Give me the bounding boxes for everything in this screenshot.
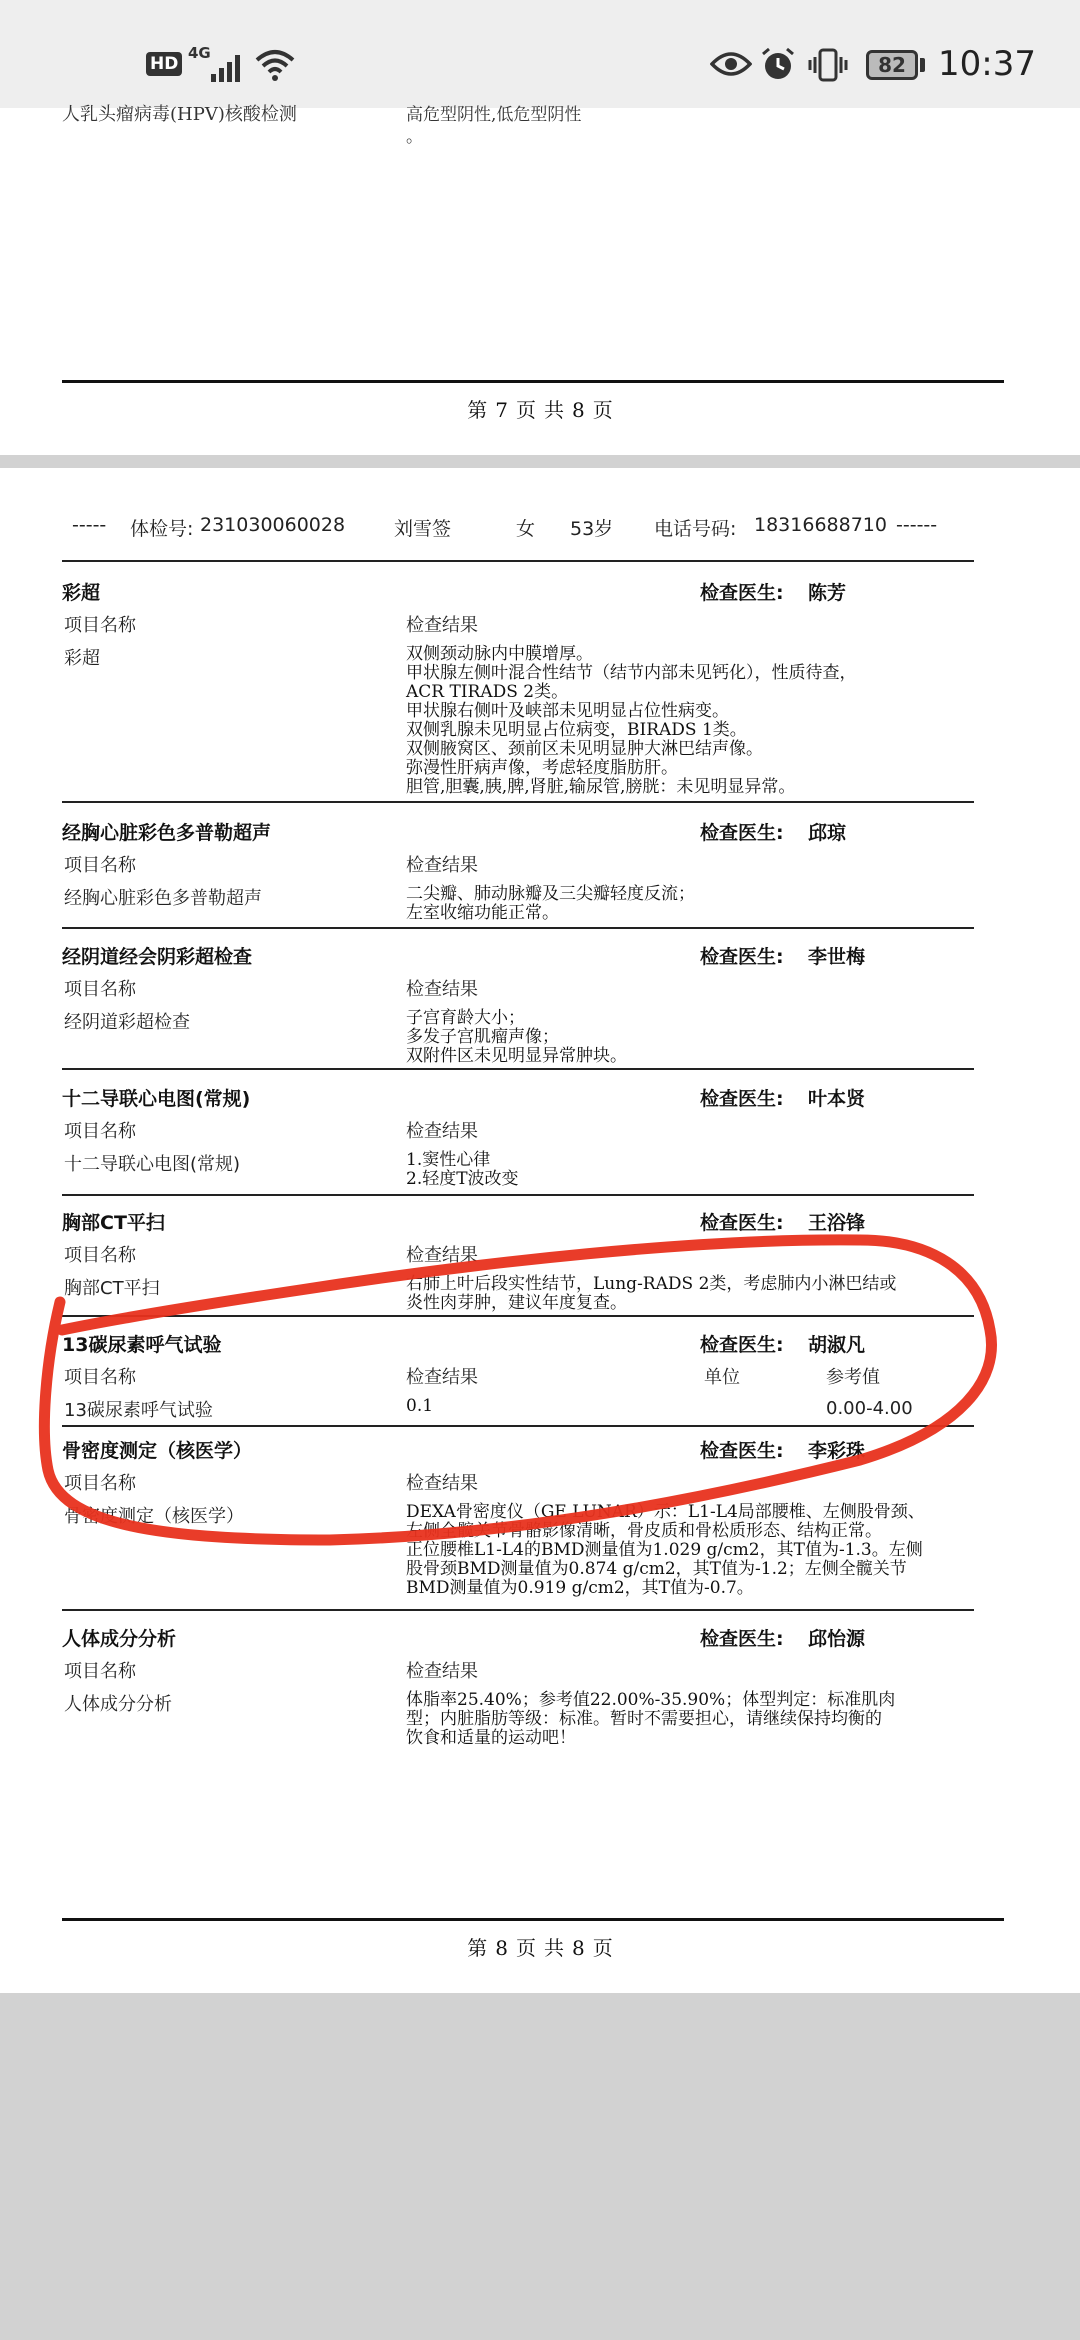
doctor-label: 检查医生: [700,1212,784,1234]
section-title: 人体成分分析 [62,1628,177,1650]
doctor-label: 检查医生: [700,1440,784,1462]
item-name: 骨密度测定（核医学） [64,1506,244,1527]
doctor-name: 叶本贤 [808,1088,866,1110]
result-line: 0.1 [406,1396,434,1416]
result-line: 甲状腺左侧叶混合性结节（结节内部未见钙化），性质待查， [406,663,857,683]
column-header-item: 项目名称 [64,1473,136,1494]
result-text [406,1009,627,1066]
section-title: 经胸心脏彩色多普勒超声 [62,822,272,844]
patient-age: 53岁 [570,518,614,540]
section-title: 胸部CT平扫 [62,1212,165,1234]
section-rule [62,1609,974,1611]
column-header-item: 项目名称 [64,855,136,876]
column-header-result: 检查结果 [406,855,478,876]
item-name: 十二导联心电图(常规) [64,1154,241,1175]
result-line: BMD测量值为0.919 g/cm2，其T值为-0.7。 [406,1578,754,1598]
result-line: 饮食和适量的运动吧！ [406,1728,576,1748]
result-text [406,1397,433,1416]
doctor-label: 检查医生: [700,1334,784,1356]
hpv-result: 高危型阴性,低危型阴性 [406,105,582,125]
clock: 10:37 [938,44,1036,84]
page-7-footer: 第 7 页 共 8 页 [467,398,613,422]
page-8-footer: 第 8 页 共 8 页 [467,1936,613,1960]
column-header-item: 项目名称 [64,1661,136,1682]
doctor-name: 李世梅 [808,946,866,968]
reference-value: 0.00-4.00 [826,1398,913,1419]
column-header-result: 检查结果 [406,1121,478,1142]
item-name: 13碳尿素呼气试验 [64,1400,213,1421]
column-header-item: 项目名称 [64,1367,136,1388]
doctor-label: 检查医生: [700,582,784,604]
result-line: 甲状腺右侧叶及峡部未见明显占位性病变。 [406,701,729,721]
result-text [406,645,857,797]
patient-gender: 女 [516,518,536,540]
item-name: 彩超 [64,648,100,669]
result-line: 炎性肉芽肿，建议年度复查。 [406,1293,627,1313]
result-line: 2.轻度T波改变 [406,1169,519,1189]
document-page-8 [0,468,1080,1993]
result-line: 弥漫性肝病声像，考虑轻度脂肪肝。 [406,758,678,778]
result-line: 1.窦性心律 [406,1150,491,1170]
eye-icon [710,50,752,78]
section-title: 十二导联心电图(常规) [62,1088,251,1110]
alarm-icon [760,46,796,82]
doctor-name: 李彩珠 [808,1440,866,1462]
item-name: 经胸心脏彩色多普勒超声 [64,888,262,909]
signal-icon [210,50,246,82]
result-line: DEXA骨密度仪（GE LUNAR）示：L1-L4局部腰椎、左侧股骨颈、 [406,1502,925,1522]
section-title: 经阴道经会阴彩超检查 [62,946,253,968]
section-rule [62,927,974,929]
exam-id-value: 231030060028 [200,514,346,536]
wifi-icon [254,48,296,82]
doctor-name: 邱琼 [808,822,847,844]
battery-icon: 82 [866,50,918,80]
doctor-label: 检查医生: [700,822,784,844]
column-header-result: 检查结果 [406,1367,478,1388]
section-rule [62,1425,974,1427]
battery-tip [920,58,925,72]
result-line: 二尖瓣、肺动脉瓣及三尖瓣轻度反流； [406,884,695,904]
item-name: 人体成分分析 [64,1694,172,1715]
column-header-result: 检查结果 [406,1661,478,1682]
result-line: 子宫育龄大小； [406,1008,525,1028]
column-header-result: 检查结果 [406,615,478,636]
section-rule [62,1068,974,1070]
document-page-7 [0,104,1080,455]
column-header-unit: 单位 [704,1367,740,1388]
column-header-item: 项目名称 [64,615,136,636]
item-name: 经阴道彩超检查 [64,1012,190,1033]
hpv-result-end: 。 [406,127,423,147]
doctor-name: 胡淑凡 [808,1334,866,1356]
doctor-name: 王浴锋 [808,1212,866,1234]
section-title: 13碳尿素呼气试验 [62,1334,222,1356]
result-text [406,1275,896,1313]
column-header-item: 项目名称 [64,979,136,1000]
header-dashes-right: ------ [896,514,938,536]
doctor-name: 邱怡源 [808,1628,866,1650]
phone-value: 18316688710 [754,514,887,536]
result-line: 右肺上叶后段实性结节，Lung-RADS 2类，考虑肺内小淋巴结或 [406,1274,897,1294]
result-line: 股骨颈BMD测量值为0.874 g/cm2，其T值为-1.2；左侧全髋关节 [406,1559,907,1579]
hpv-item-name: 人乳头瘤病毒(HPV)核酸检测 [62,104,297,125]
page-footer-rule [62,1918,1004,1921]
column-header-reference: 参考值 [826,1367,880,1388]
result-line: 双侧乳腺未见明显占位病变，BIRADS 1类。 [406,720,747,740]
result-line: ACR TIRADS 2类。 [406,682,569,702]
result-line: 体脂率25.40%；参考值22.00%-35.90%；体型判定：标准肌肉 [406,1690,896,1710]
column-header-result: 检查结果 [406,1245,478,1266]
section-rule [62,1194,974,1196]
section-rule [62,1315,974,1317]
result-line: 双附件区未见明显异常肿块。 [406,1046,627,1066]
doctor-label: 检查医生: [700,1088,784,1110]
section-title: 骨密度测定（核医学） [62,1440,253,1462]
doctor-label: 检查医生: [700,1628,784,1650]
doctor-name: 陈芳 [808,582,847,604]
hd-voice-icon: HD [146,52,182,76]
column-header-item: 项目名称 [64,1121,136,1142]
result-line: 胆管,胆囊,胰,脾,肾脏,输尿管,膀胱：未见明显异常。 [406,777,796,797]
vibrate-icon [808,48,848,82]
result-line: 左室收缩功能正常。 [406,903,559,923]
result-text [406,1151,519,1189]
result-text [406,1503,925,1598]
exam-id-label: 体检号: [130,518,194,540]
column-header-result: 检查结果 [406,979,478,1000]
result-line: 多发子宫肌瘤声像； [406,1027,559,1047]
result-line: 型；内脏脂肪等级：标准。暂时不需要担心，请继续保持均衡的 [406,1709,882,1729]
doctor-label: 检查医生: [700,946,784,968]
result-text [406,1691,895,1748]
result-line: 双侧颈动脉内中膜增厚。 [406,644,593,664]
column-header-item: 项目名称 [64,1245,136,1266]
status-bar [0,0,1080,108]
header-rule [62,560,974,562]
patient-name: 刘雪签 [394,518,452,540]
item-name: 胸部CT平扫 [64,1278,160,1299]
result-line: 左侧全髋关节骨骼影像清晰，骨皮质和骨松质形态、结构正常。 [406,1521,882,1541]
result-line: 正位腰椎L1-L4的BMD测量值为1.029 g/cm2，其T值为-1.3。左侧 [406,1540,923,1560]
page-footer-rule [62,380,1004,383]
section-title: 彩超 [62,582,101,604]
header-dashes-left: ----- [72,514,107,536]
network-type: 4G [188,44,211,62]
section-rule [62,801,974,803]
column-header-result: 检查结果 [406,1473,478,1494]
result-text [406,885,695,923]
phone-label: 电话号码: [654,518,737,540]
result-line: 双侧腋窝区、颈前区未见明显肿大淋巴结声像。 [406,739,763,759]
